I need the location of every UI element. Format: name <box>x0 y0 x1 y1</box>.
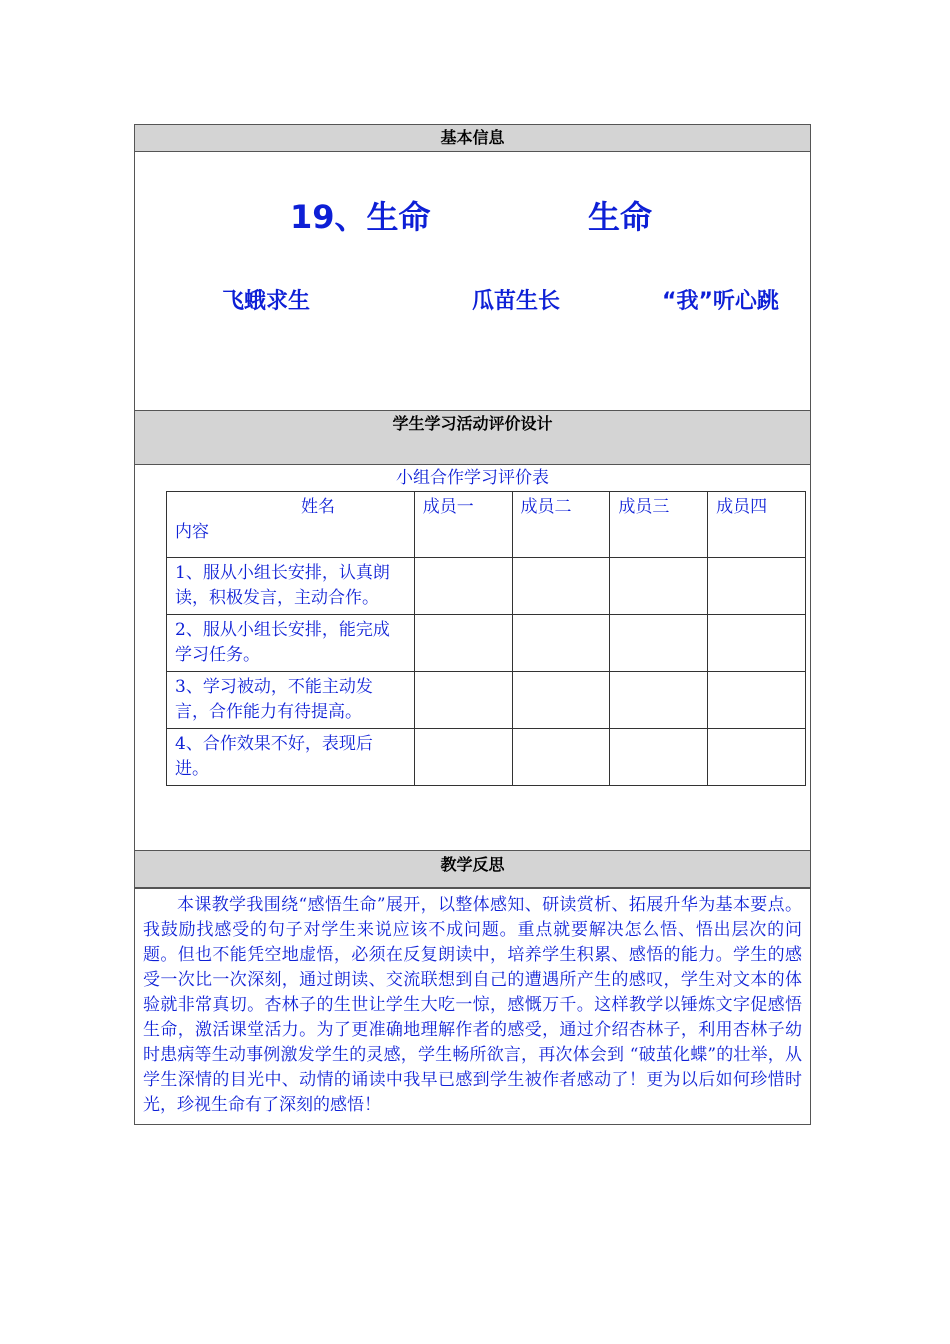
score-cell[interactable] <box>610 672 708 729</box>
score-cell[interactable] <box>708 729 806 786</box>
evaluation-header: 学生学习活动评价设计 <box>135 410 810 465</box>
score-cell[interactable] <box>512 558 610 615</box>
score-cell[interactable] <box>512 672 610 729</box>
score-cell[interactable] <box>708 672 806 729</box>
criterion-cell: 4、合作效果不好，表现后进。 <box>167 729 415 786</box>
score-cell[interactable] <box>414 615 512 672</box>
lesson-document <box>134 124 811 1125</box>
table-corner-cell <box>167 492 415 558</box>
table-row <box>167 729 806 786</box>
evaluation-table <box>166 491 806 786</box>
table-header-row <box>167 492 806 558</box>
member-header: 成员二 <box>512 492 610 558</box>
score-cell[interactable] <box>610 729 708 786</box>
criterion-cell: 1、服从小组长安排，认真朗读，积极发言，主动合作。 <box>167 558 415 615</box>
member-header: 成员三 <box>610 492 708 558</box>
score-cell[interactable] <box>512 615 610 672</box>
score-cell[interactable] <box>512 729 610 786</box>
score-cell[interactable] <box>708 558 806 615</box>
reflection-text: 本课教学我围绕“感悟生命”展开，以整体感知、研读赏析、拓展升华为基本要点。我鼓励找感受的句子对学生来说应该不成问题。重点就要解决怎么悟、悟出层次的问题。但也不能凭空地虚悟，必须在反复朗读中，培养学生积累、感悟的能力。学生的感受一次比一次深刻，通过朗读、交流联想到自己的遭遇所产生的感叹，学生对文本的体验就非常真切。杏林子的生世让学生大吃一惊，感慨万千。这样教学以锤炼文字促感悟生命，激活课堂活力。为了更准确地理解作者的感受，通过介绍杏林子，利用杏林子幼时患病等生动事例激发学生的灵感，学生畅所欲言，再次体会到 “破茧化蝶”的壮举，从学生深情的目光中、动情的诵读中我早已感到学生被作者感动了！更为以后如何珍惜时光，珍视生命有了深刻的感悟！ <box>143 895 802 1115</box>
reflection-section <box>135 888 810 1124</box>
member-header: 成员一 <box>414 492 512 558</box>
corner-content-label: 内容 <box>175 522 209 542</box>
criterion-cell: 2、服从小组长安排，能完成学习任务。 <box>167 615 415 672</box>
score-cell[interactable] <box>610 615 708 672</box>
lesson-title: 19、生命 <box>290 198 431 236</box>
score-cell[interactable] <box>414 558 512 615</box>
score-cell[interactable] <box>414 729 512 786</box>
evaluation-table-caption: 小组合作学习评价表 <box>396 468 549 488</box>
basic-info-section <box>135 152 810 410</box>
subtitle-heartbeat: “我”听心跳 <box>662 289 779 314</box>
member-header: 成员四 <box>708 492 806 558</box>
subtitle-seedling: 瓜苗生长 <box>472 289 561 314</box>
reflection-header: 教学反思 <box>135 850 810 888</box>
score-cell[interactable] <box>414 672 512 729</box>
score-cell[interactable] <box>708 615 806 672</box>
criterion-cell: 3、学习被动，不能主动发言，合作能力有待提高。 <box>167 672 415 729</box>
table-row <box>167 558 806 615</box>
basic-info-header: 基本信息 <box>135 125 810 152</box>
score-cell[interactable] <box>610 558 708 615</box>
table-row <box>167 615 806 672</box>
table-row <box>167 672 806 729</box>
subtitle-moth: 飞蛾求生 <box>222 289 311 314</box>
evaluation-section <box>135 467 810 850</box>
lesson-title-second: 生命 <box>588 198 653 236</box>
corner-name-label: 姓名 <box>301 497 335 517</box>
